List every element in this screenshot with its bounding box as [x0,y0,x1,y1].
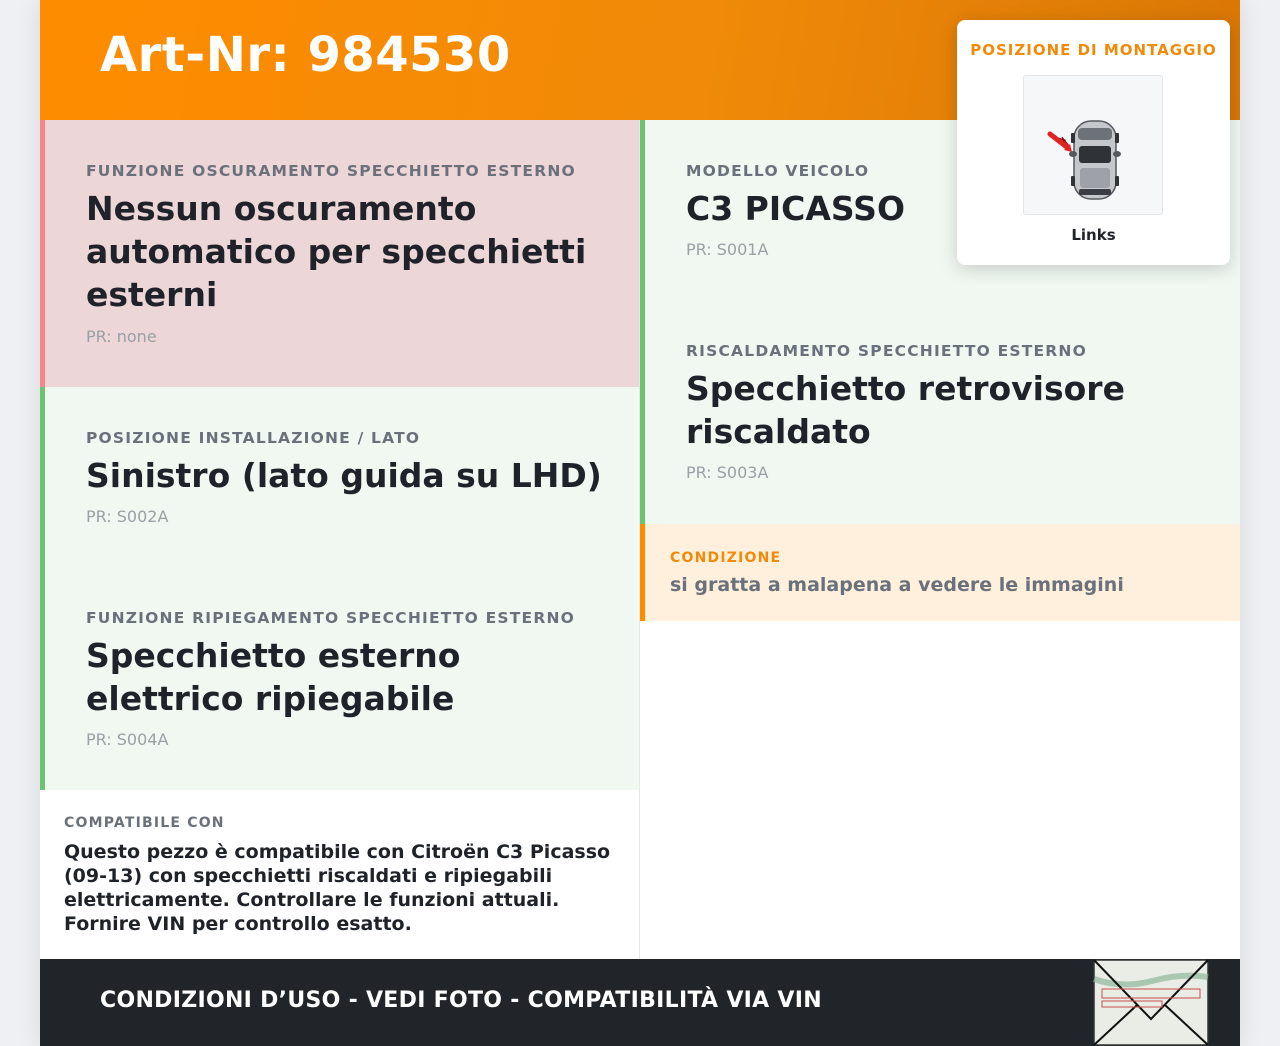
card-label: MODELLO VEICOLO [686,162,870,180]
card-label: FUNZIONE OSCURAMENTO SPECCHIETTO ESTERNO [86,162,576,180]
card-value: Nessun oscuramento automatico per specchietti esterni [86,189,587,314]
card-pr-code: PR: S001A [686,240,769,259]
card-value: Specchietto retrovisore riscaldato [686,369,1125,451]
mount-position-card [957,20,1230,265]
compatibility-text: Questo pezzo è compatibile con Citroën C3 Picasso (09-13) con specchietti riscaldati e ripiegabili elettricamente. Controllare le funzioni attuali. Fornire VIN per controllo esatto. [64,841,611,935]
card-pr-code: PR: S004A [86,730,169,749]
mount-position-title: POSIZIONE DI MONTAGGIO [970,41,1217,59]
card-darkening-function [40,120,639,387]
card-pr-code: PR: S003A [686,463,769,482]
card-install-side [40,387,639,567]
card-condition [640,524,1240,621]
card-mirror-heating [640,300,1240,524]
card-pr-code: PR: S002A [86,507,169,526]
card-label: RISCALDAMENTO SPECCHIETTO ESTERNO [686,342,1087,360]
product-sheet [40,0,1240,1046]
mount-position-label: Links [1071,226,1116,244]
article-number: Art-Nr: 984530 [100,27,511,83]
card-label: FUNZIONE RIPIEGAMENTO SPECCHIETTO ESTERNO [86,609,576,627]
card-value: Specchietto esterno elettrico ripiegabile [86,636,461,718]
footer-bar [40,959,1240,1046]
condition-label: CONDIZIONE [670,550,782,566]
compatibility-label: COMPATIBILE CON [64,815,225,831]
card-pr-code: PR: none [86,327,157,346]
envelope-stamp-icon [1092,959,1210,1046]
card-value: Sinistro (lato guida su LHD) [86,456,602,495]
card-folding-function [40,567,639,790]
card-value: C3 PICASSO [686,189,905,228]
condition-text: si gratta a malapena a vedere le immagini [670,574,1124,596]
card-label: POSIZIONE INSTALLAZIONE / LATO [86,429,421,447]
car-top-view-icon [1023,75,1163,215]
footer-text: CONDIZIONI D’USO - VEDI FOTO - COMPATIBILITÀ VIA VIN [100,988,822,1013]
